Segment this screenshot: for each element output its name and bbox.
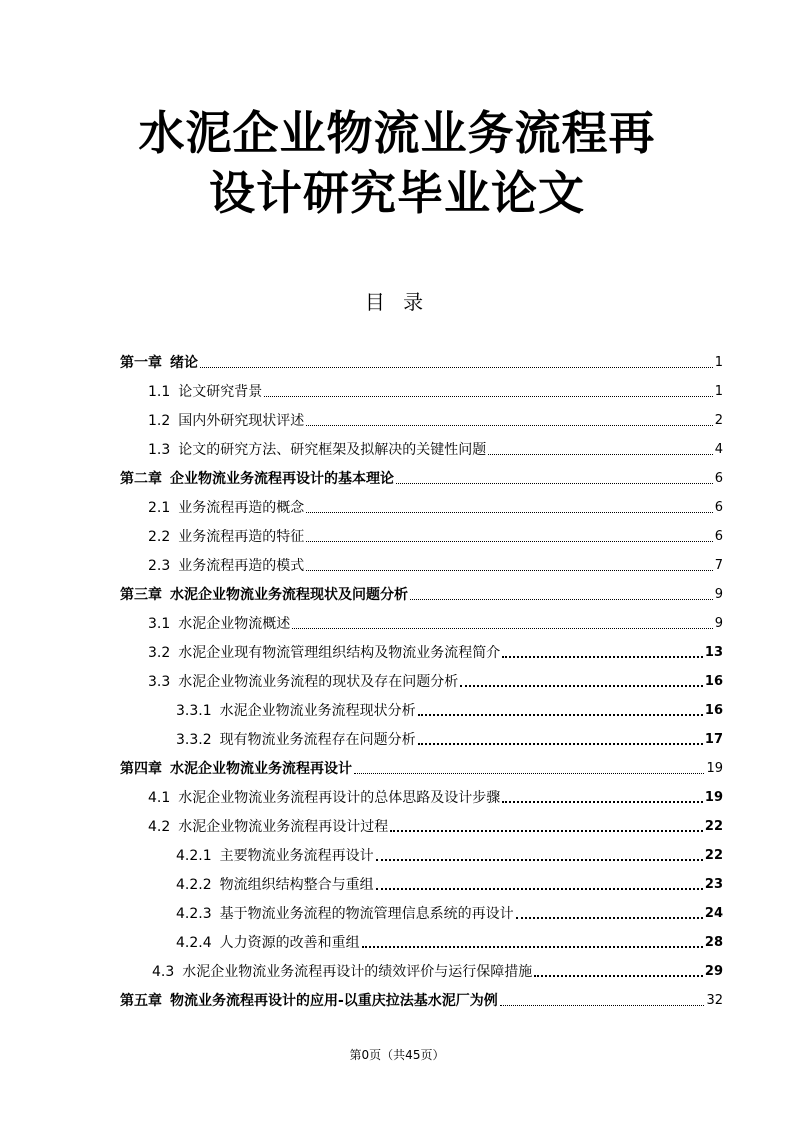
toc-entry-text: 论文研究背景 xyxy=(178,384,263,400)
toc-entry-text: 水泥企业物流业务流程再设计的绩效评价与运行保障措施 xyxy=(182,964,533,980)
toc-page-number: 24 xyxy=(704,906,723,921)
toc-page-number: 22 xyxy=(704,819,723,834)
toc-entry-label xyxy=(176,934,360,953)
toc-entry-text: 业务流程再造的概念 xyxy=(178,500,305,516)
toc-entry-label xyxy=(148,818,388,837)
toc-entry-number: 4.2.3 xyxy=(176,906,212,922)
toc-section-entry[interactable] xyxy=(148,489,723,518)
toc-entry-number: 2.3 xyxy=(148,558,171,574)
toc-entry-label xyxy=(148,789,500,808)
toc-dot-leader xyxy=(410,598,713,600)
toc-entry-number: 4.2.4 xyxy=(176,935,212,951)
toc-section-entry[interactable] xyxy=(176,866,723,895)
toc-heading: 目 录 xyxy=(364,290,430,314)
toc-section-entry[interactable] xyxy=(148,634,723,663)
toc-dot-leader xyxy=(460,684,703,687)
toc-dot-leader xyxy=(306,540,712,542)
toc-entry-text: 水泥企业物流概述 xyxy=(178,616,291,632)
toc-dot-leader xyxy=(292,627,712,629)
toc-section-entry[interactable] xyxy=(176,692,723,721)
toc-entry-number: 2.2 xyxy=(148,529,171,545)
toc-entry-text: 水泥企业物流业务流程再设计的总体思路及设计步骤 xyxy=(178,790,501,806)
toc-dot-leader xyxy=(306,424,712,426)
toc-entry-number: 3.1 xyxy=(148,616,171,632)
toc-entry-label xyxy=(120,760,352,779)
toc-page-number: 7 xyxy=(714,558,723,573)
toc-entry-label xyxy=(120,470,394,489)
toc-page-number: 32 xyxy=(706,993,723,1008)
toc-entry-text: 物流组织结构整合与重组 xyxy=(219,877,374,893)
toc-section-entry[interactable] xyxy=(152,953,723,982)
toc-section-entry[interactable] xyxy=(148,402,723,431)
toc-dot-leader xyxy=(362,945,703,948)
toc-section-entry[interactable] xyxy=(148,547,723,576)
toc-entry-label xyxy=(176,731,416,750)
toc-dot-leader xyxy=(418,742,703,745)
toc-dot-leader xyxy=(418,713,703,716)
toc-entry-text: 国内外研究现状评述 xyxy=(178,413,305,429)
toc-section-entry[interactable] xyxy=(148,605,723,634)
toc-dot-leader xyxy=(534,974,703,977)
toc-dot-leader xyxy=(306,511,712,513)
toc-section-entry[interactable] xyxy=(176,721,723,750)
toc-entry-text: 论文的研究方法、研究框架及拟解决的关键性问题 xyxy=(178,442,487,458)
toc-entry-number: 3.3.2 xyxy=(176,732,212,748)
toc-entry-number: 3.2 xyxy=(148,645,171,661)
toc-entry-text: 水泥企业物流业务流程现状及问题分析 xyxy=(170,587,408,603)
toc-entry-number: 1.3 xyxy=(148,442,171,458)
toc-entry-label xyxy=(148,644,500,663)
toc-entry-text: 物流业务流程再设计的应用-以重庆拉法基水泥厂为例 xyxy=(170,993,498,1009)
toc-page-number: 19 xyxy=(706,761,723,776)
toc-section-entry[interactable] xyxy=(148,431,723,460)
toc-page-number: 17 xyxy=(704,732,723,747)
toc-entry-text: 水泥企业物流业务流程再设计过程 xyxy=(178,819,389,835)
toc-dot-leader xyxy=(502,800,703,803)
toc-entry-text: 业务流程再造的特征 xyxy=(178,529,305,545)
toc-dot-leader xyxy=(500,1004,705,1006)
toc-page-number: 2 xyxy=(714,413,723,428)
toc-entry-label xyxy=(120,354,198,373)
toc-page-number: 1 xyxy=(714,384,723,399)
toc-dot-leader xyxy=(502,655,703,658)
toc-entry-label xyxy=(120,992,498,1011)
toc-page-number: 4 xyxy=(714,442,723,457)
toc-page-number: 19 xyxy=(704,790,723,805)
toc-dot-leader xyxy=(516,916,703,919)
toc-section-entry[interactable] xyxy=(176,924,723,953)
toc-entry-label xyxy=(176,905,514,924)
toc-entry-number: 3.3.1 xyxy=(176,703,212,719)
toc-entry-number: 4.2 xyxy=(148,819,171,835)
toc-entry-text: 业务流程再造的模式 xyxy=(178,558,305,574)
toc-section-entry[interactable] xyxy=(148,779,723,808)
toc-entry-label xyxy=(148,557,304,576)
toc-page-number: 29 xyxy=(704,964,723,979)
toc-dot-leader xyxy=(264,395,712,397)
toc-page-number: 23 xyxy=(704,877,723,892)
toc-page-number: 22 xyxy=(704,848,723,863)
toc-chapter-entry[interactable] xyxy=(120,750,723,779)
toc-entry-label xyxy=(176,702,416,721)
toc-section-entry[interactable] xyxy=(148,663,723,692)
toc-dot-leader xyxy=(488,453,712,455)
toc-entry-number: 1.1 xyxy=(148,384,171,400)
toc-entry-label xyxy=(148,528,304,547)
toc-entry-number: 1.2 xyxy=(148,413,171,429)
toc-page-number: 16 xyxy=(704,674,723,689)
toc-entry-label xyxy=(148,615,290,634)
toc-entry-number: 4.1 xyxy=(148,790,171,806)
toc-entry-number: 3.3 xyxy=(148,674,171,690)
toc-section-entry[interactable] xyxy=(176,837,723,866)
toc-page-number: 28 xyxy=(704,935,723,950)
toc-entry-label xyxy=(148,673,458,692)
toc-entry-label xyxy=(176,876,374,895)
toc-chapter-entry[interactable] xyxy=(120,344,723,373)
toc-chapter-entry[interactable] xyxy=(120,982,723,1011)
toc-entry-label xyxy=(152,963,532,982)
toc-entry-number: 2.1 xyxy=(148,500,171,516)
toc-entry-text: 水泥企业物流业务流程的现状及存在问题分析 xyxy=(178,674,459,690)
toc-entry-text: 水泥企业物流业务流程现状分析 xyxy=(219,703,416,719)
page-footer: 第0页（共45页） xyxy=(349,1048,445,1062)
toc-entry-label xyxy=(148,412,304,431)
toc-dot-leader xyxy=(376,887,703,890)
toc-entry-number: 第一章 xyxy=(120,355,162,371)
toc-dot-leader xyxy=(200,366,713,368)
toc-entry-label xyxy=(148,499,304,518)
toc-page-number: 1 xyxy=(714,355,723,370)
toc-section-entry[interactable] xyxy=(148,808,723,837)
toc-section-entry[interactable] xyxy=(176,895,723,924)
toc-entry-text: 基于物流业务流程的物流管理信息系统的再设计 xyxy=(219,906,514,922)
toc-entry-number: 4.3 xyxy=(152,964,175,980)
toc-entry-label xyxy=(176,847,374,866)
toc-page-number: 6 xyxy=(714,529,723,544)
toc-entry-number: 第三章 xyxy=(120,587,162,603)
toc-section-entry[interactable] xyxy=(148,373,723,402)
toc-entry-text: 水泥企业现有物流管理组织结构及物流业务流程简介 xyxy=(178,645,501,661)
toc-entry-text: 水泥企业物流业务流程再设计 xyxy=(170,761,352,777)
toc-dot-leader xyxy=(306,569,712,571)
toc-section-entry[interactable] xyxy=(148,518,723,547)
toc-page-number: 9 xyxy=(714,616,723,631)
toc-page-number: 13 xyxy=(704,645,723,660)
toc-entry-text: 绪论 xyxy=(170,355,198,371)
toc-dot-leader xyxy=(354,772,704,774)
toc-page-number: 16 xyxy=(704,703,723,718)
toc-page-number: 9 xyxy=(714,587,723,602)
toc-dot-leader xyxy=(390,829,703,832)
toc-entry-number: 4.2.2 xyxy=(176,877,212,893)
toc-entry-text: 主要物流业务流程再设计 xyxy=(219,848,374,864)
toc-entry-text: 人力资源的改善和重组 xyxy=(219,935,360,951)
toc-entry-number: 第五章 xyxy=(120,993,162,1009)
toc-dot-leader xyxy=(376,858,703,861)
toc-entry-number: 4.2.1 xyxy=(176,848,212,864)
toc-chapter-entry[interactable] xyxy=(120,460,723,489)
toc-dot-leader xyxy=(396,482,713,484)
toc-chapter-entry[interactable] xyxy=(120,576,723,605)
toc-entry-label xyxy=(148,441,486,460)
toc-entry-number: 第四章 xyxy=(120,761,162,777)
toc-page-number: 6 xyxy=(714,500,723,515)
document-title-line-2: 设计研究毕业论文 xyxy=(209,166,585,220)
document-title-line-1: 水泥企业物流业务流程再 xyxy=(138,106,656,160)
toc-entry-text: 企业物流业务流程再设计的基本理论 xyxy=(170,471,394,487)
toc-entry-number: 第二章 xyxy=(120,471,162,487)
toc-entry-text: 现有物流业务流程存在问题分析 xyxy=(219,732,416,748)
toc-page-number: 6 xyxy=(714,471,723,486)
toc-entry-label xyxy=(120,586,408,605)
toc-entry-label xyxy=(148,383,262,402)
